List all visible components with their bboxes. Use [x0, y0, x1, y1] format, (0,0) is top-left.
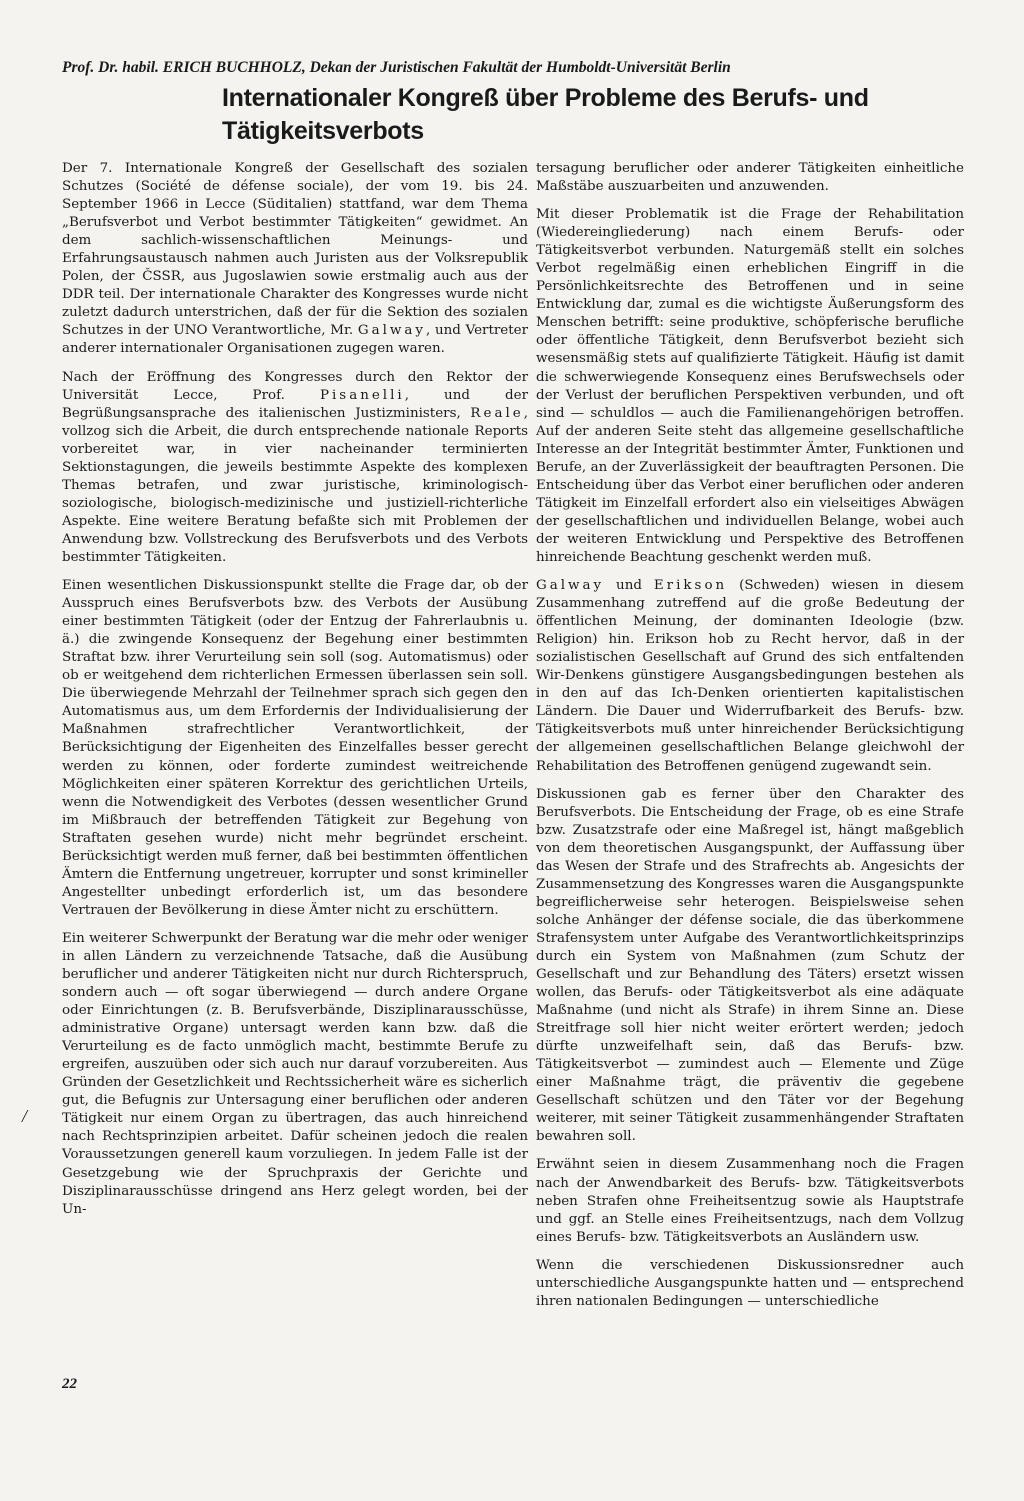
paragraph: [536, 577, 964, 776]
paragraph: Einen wesentlichen Diskussionspunkt stellte die Frage dar, ob der Ausspruch eines Berufsverbots bzw. des Verbots der Ausübung einer bestimmten Tätigkeit (oder der Entzug der Fahrerlaubnis u. ä.) die zwingende Konsequenz der Begehung einer bestimmten Straftat bzw. ihrer Verurteilung sein soll (sog. Automatismus) oder ob er weitgehend dem richterlichen Ermessen überlassen sein soll. Die überwiegende Mehrzahl der Teilnehmer sprach sich gegen den Automatismus aus, um dem Erfordernis der Individualisierung der Maßnahmen strafrechtlicher Verantwortlichkeit, der Berücksichtigung der Eigenheiten des Einzelfalles besser gerecht werden zu können, oder forderte zumindest weitreichende Möglichkeiten einer späteren Korrektur des gerichtlichen Urteils, wenn die Notwendigkeit des Verbotes (dessen wesentlicher Grund im Mißbrauch der betreffenden Tätigkeit zur Begehung von Straftaten gesehen wurde) nicht mehr begründet erscheint. Berücksichtigt werden muß ferner, daß bei bestimmten öffentlichen Ämtern die Entfernung ungetreuer, korrupter und sonst krimineller Angestellter unbedingt erforderlich ist, um das besondere Vertrauen der Bevölkerung in diese Ämter nicht zu erschüttern.: [62, 578, 528, 918]
left-column: [62, 160, 528, 1229]
spaced-name: Pisanelli: [319, 387, 405, 403]
paragraph-text: , und Vertreter anderer internationaler Organisationen zugegen waren.: [62, 323, 528, 357]
spaced-name: Reale: [470, 405, 524, 421]
paragraph-text: (Schweden) wiesen in diesem Zusammenhang zutreffend auf die große Bedeutung der öffentlichen Meinung, der dominanten Ideologie (bzw. Religion) hin. Erikson hob zu Recht hervor, daß in der sozialistischen Gesellschaft auf Grund des sich entfaltenden Wir-Denkens günstigere Ausgangsbedingungen bestehen als in den auf das Ich-Denken orientierten kapitalistischen Ländern. Die Dauer und Widerrufbarkeit des Berufs- bzw. Tätigkeitsverbots muß unter hinreichender Berücksichtigung der allgemeinen gesellschaftlichen Belange gleichwohl der Rehabilitation des Betroffenen genügend zugewandt sein.: [536, 578, 964, 774]
page-number: 22: [62, 1376, 77, 1392]
right-column: [536, 160, 964, 1321]
paragraph-text: , vollzog sich die Arbeit, die durch entsprechende nationale Reports vorbereitet war, in vier nacheinander terminierten Sektionstagungen, die jeweils bestimmte Aspekte des komplexen Themas betrafen, und zwar juristische, kriminologisch-soziologische, biologisch-medizinische und justiziell-richterliche Aspekte. Eine weitere Beratung befaßte sich mit Problemen der Anwendung bzw. Vollstreckung des Berufsverbots und des Verbots bestimmter Tätigkeiten.: [62, 405, 528, 565]
article-title: Internationaler Kongreß über Probleme des Berufs- und Tätigkeitsverbots: [222, 84, 869, 145]
paragraph-text: Der 7. Internationale Kongreß der Gesellschaft des sozialen Schutzes (Société de défense sociale), der vom 19. bis 24. September 1966 in Lecce (Süditalien) stattfand, war dem Thema „Berufsverbot und Verbot bestimmter Tätigkeiten“ gewidmet. An dem sachlich-wissenschaftlichen Meinungs- und Erfahrungsaustausch nahmen auch Juristen aus der Volksrepublik Polen, der ČSSR, aus Jugoslawien sowie erstmalig auch aus der DDR teil. Der internationale Charakter des Kongresses wurde nicht zuletzt dadurch unterstrichen, daß der für die Sektion des sozialen Schutzes in der UNO Verantwortliche, Mr.: [62, 161, 528, 339]
paragraph: tersagung beruflicher oder anderer Tätigkeiten einheitliche Maßstäbe auszuarbeiten und anzuwenden.: [536, 161, 964, 195]
margin-mark: /: [22, 1106, 28, 1126]
paragraph: Erwähnt seien in diesem Zusammenhang noch die Fragen nach der Anwendbarkeit des Berufs- bzw. Tätigkeitsverbots neben Strafen ohne Freiheitsentzug sowie als Hauptstrafe und ggf. an Stelle eines Freiheitsentzugs, nach dem Vollzug eines Berufs- bzw. Tätigkeitsverbots an Ausländern usw.: [536, 1157, 964, 1245]
paragraph: Mit dieser Problematik ist die Frage der Rehabilitation (Wiedereingliederung) nach einem Berufs- oder Tätigkeitsverbot verbunden. Naturgemäß stellt ein solches Verbot regelmäßig einen erheblichen Eingriff in die Persönlichkeitsrechte des Betroffenen und in seine Entwicklung dar, zumal es die wichtigste Äußerungsform des Menschen betrifft: seine produktive, schöpferische berufliche oder öffentliche Tätigkeit, denn Berufsverbot bezieht sich wesensmäßig stets auf qualifizierte Tätigkeit. Häufig ist damit die schwerwiegende Konsequenz eines Berufswechsels oder der Verlust der beruflichen Perspektiven verbunden, und oft sind — schuldlos — auch die Familienangehörigen betroffen. Auf der anderen Seite steht das allgemeine gesellschaftliche Interesse an der Integrität bestimmter Ämter, Funktionen und Berufe, an der Zuverlässigkeit der beauftragten Personen. Die Entscheidung über das Verbot einer beruflichen oder anderen Tätigkeit im Einzelfall erfordert also ein vielseitiges Abwägen der gesellschaftlichen und individuellen Belange, wobei auch der weiteren Entwicklung und Perspektive des Betroffenen hinreichende Beachtung geschenkt werden muß.: [536, 207, 964, 565]
paragraph: [62, 160, 528, 359]
paragraph: Ein weiterer Schwerpunkt der Beratung war die mehr oder weniger in allen Ländern zu verzeichnende Tatsache, daß die Ausübung beruflicher und anderer Tätigkeiten nicht nur durch Richterspruch, sondern auch — oft sogar überwiegend — durch andere Organe oder Einrichtungen (z. B. Berufsverbände, Disziplinarausschüsse, administrative Organe) untersagt werden kann bzw. daß die Verurteilung es de facto unmöglich macht, bestimmte Berufe zu ergreifen, auszuüben oder sich auch nur darauf vorzubereiten. Aus Gründen der Gesetzlichkeit und Rechtssicherheit wäre es sicherlich gut, die Befugnis zur Untersagung einer beruflichen oder anderen Tätigkeit nur einem Organ zu übertragen, das auch hinreichend nach Rechtsprinzipien arbeitet. Dafür scheinen jedoch die realen Voraussetzungen generell kaum vorzuliegen. In jedem Falle ist der Gesetzgebung wie der Spruchpraxis der Gerichte und Disziplinarausschüsse dringend ans Herz gelegt worden, bei der Un-: [62, 930, 528, 1217]
spaced-name: Galway: [357, 323, 427, 339]
paragraph: Wenn die verschiedenen Diskussionsredner auch unterschiedliche Ausgangspunkte hatten und — entsprechend ihren nationalen Bedingungen — unterschiedliche: [536, 1257, 964, 1309]
paragraph-text: Nach der Eröffnung des Kongresses durch den Rektor der Universität Lecce, Prof.: [62, 369, 528, 403]
paragraph: Diskussionen gab es ferner über den Charakter des Berufsverbots. Die Entscheidung der Frage, ob es eine Strafe bzw. Zusatzstrafe oder eine Maßregel ist, hängt maßgeblich von dem theoretischen Ausgangspunkt, der Auffassung über das Wesen der Strafe und des Strafrechts ab. Angesichts der Zusammensetzung des Kongresses waren die Ausgangspunkte begreiflicherweise sehr heterogen. Beispielsweise sehen solche Anhänger der défense sociale, die das überkommene Strafensystem unter Aufgabe des Verantwortlichkeitsprinzips durch ein System von Maßnahmen (zum Schutz der Gesellschaft und zur Behandlung des Täters) ersetzt wissen wollen, das Berufs- oder Tätigkeitsverbot als eine adäquate Maßnahme (und nicht als Strafe) in ihrem Sinne an. Diese Streitfrage soll hier nicht weiter erörtert werden; jedoch dürfte unzweifelhaft sein, daß das Berufs- bzw. Tätigkeitsverbot — zumindest auch — Elemente und Züge einer Maßnahme trägt, die präventiv die gegebene Gesellschaft schützen und den Täter vor der Begehung weiterer, mit seiner Tätigkeit zusammenhängender Straftaten bewahren soll.: [536, 786, 964, 1145]
author-line: Prof. Dr. habil. ERICH BUCHHOLZ, Dekan der Juristischen Fakultät der Humboldt-Universität Berlin: [62, 59, 731, 76]
spaced-name: Galway: [536, 578, 605, 594]
paragraph: [62, 369, 528, 568]
spaced-name: Erikson: [653, 578, 728, 594]
paragraph-text: , und der Begrüßungsansprache des italienischen Justizministers,: [62, 387, 529, 421]
paragraph-text: und: [604, 578, 654, 594]
